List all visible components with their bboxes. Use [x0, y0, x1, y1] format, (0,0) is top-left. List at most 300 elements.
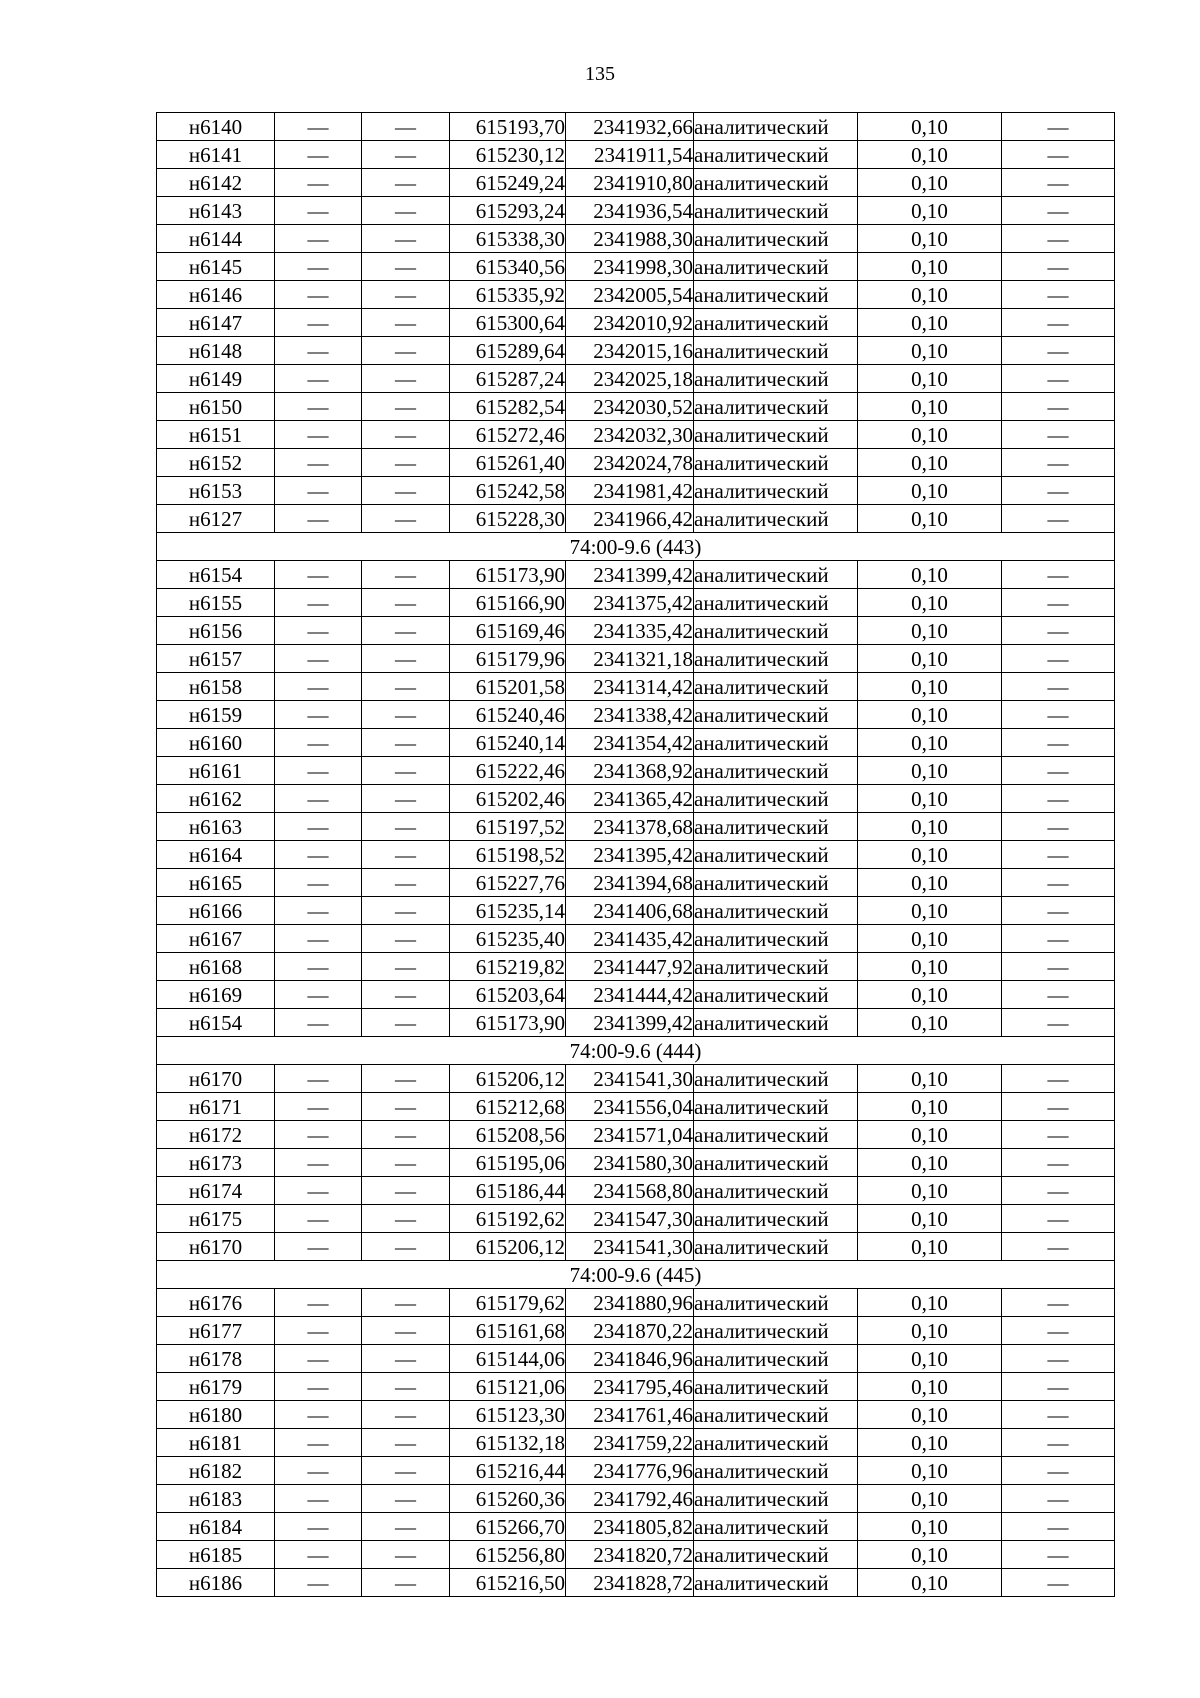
- point-name-cell: н6147: [157, 309, 275, 337]
- empty-dash-cell: —: [362, 505, 450, 533]
- point-name-cell: н6184: [157, 1513, 275, 1541]
- empty-dash-cell: —: [362, 1485, 450, 1513]
- empty-dash-cell: —: [1002, 421, 1115, 449]
- empty-dash-cell: —: [275, 421, 362, 449]
- coordinate-y-cell: 2341828,72: [566, 1569, 694, 1597]
- method-cell: аналитический: [694, 785, 858, 813]
- accuracy-cell: 0,10: [858, 1289, 1002, 1317]
- coordinate-x-cell: 615287,24: [450, 365, 566, 393]
- method-cell: аналитический: [694, 225, 858, 253]
- coordinate-y-cell: 2341846,96: [566, 1345, 694, 1373]
- method-cell: аналитический: [694, 1177, 858, 1205]
- empty-dash-cell: —: [1002, 1541, 1115, 1569]
- coordinate-x-cell: 615242,58: [450, 477, 566, 505]
- accuracy-cell: 0,10: [858, 617, 1002, 645]
- method-cell: аналитический: [694, 729, 858, 757]
- empty-dash-cell: —: [1002, 477, 1115, 505]
- method-cell: аналитический: [694, 617, 858, 645]
- method-cell: аналитический: [694, 449, 858, 477]
- empty-dash-cell: —: [1002, 225, 1115, 253]
- method-cell: аналитический: [694, 589, 858, 617]
- coordinate-y-cell: 2342015,16: [566, 337, 694, 365]
- coordinate-y-cell: 2341966,42: [566, 505, 694, 533]
- coordinate-y-cell: 2341880,96: [566, 1289, 694, 1317]
- method-cell: аналитический: [694, 757, 858, 785]
- empty-dash-cell: —: [275, 1485, 362, 1513]
- coordinate-x-cell: 615206,12: [450, 1233, 566, 1261]
- coordinate-x-cell: 615240,14: [450, 729, 566, 757]
- empty-dash-cell: —: [275, 1177, 362, 1205]
- empty-dash-cell: —: [362, 925, 450, 953]
- point-name-cell: н6162: [157, 785, 275, 813]
- accuracy-cell: 0,10: [858, 393, 1002, 421]
- table-row: [157, 1513, 1115, 1541]
- coordinate-x-cell: 615216,44: [450, 1457, 566, 1485]
- empty-dash-cell: —: [275, 561, 362, 589]
- coordinate-x-cell: 615282,54: [450, 393, 566, 421]
- accuracy-cell: 0,10: [858, 589, 1002, 617]
- empty-dash-cell: —: [1002, 589, 1115, 617]
- table-row: [157, 1345, 1115, 1373]
- accuracy-cell: 0,10: [858, 1009, 1002, 1037]
- accuracy-cell: 0,10: [858, 841, 1002, 869]
- method-cell: аналитический: [694, 1009, 858, 1037]
- coordinate-x-cell: 615300,64: [450, 309, 566, 337]
- table-row: [157, 1289, 1115, 1317]
- point-name-cell: н6163: [157, 813, 275, 841]
- coordinate-y-cell: 2341761,46: [566, 1401, 694, 1429]
- coordinate-y-cell: 2341932,66: [566, 113, 694, 141]
- coordinate-y-cell: 2341541,30: [566, 1233, 694, 1261]
- table-row: [157, 1429, 1115, 1457]
- empty-dash-cell: —: [275, 925, 362, 953]
- empty-dash-cell: —: [362, 841, 450, 869]
- accuracy-cell: 0,10: [858, 729, 1002, 757]
- accuracy-cell: 0,10: [858, 1121, 1002, 1149]
- table-row: [157, 505, 1115, 533]
- point-name-cell: н6183: [157, 1485, 275, 1513]
- point-name-cell: н6150: [157, 393, 275, 421]
- accuracy-cell: 0,10: [858, 1457, 1002, 1485]
- empty-dash-cell: —: [275, 589, 362, 617]
- accuracy-cell: 0,10: [858, 449, 1002, 477]
- table-row: [157, 253, 1115, 281]
- coordinate-y-cell: 2341378,68: [566, 813, 694, 841]
- method-cell: аналитический: [694, 1401, 858, 1429]
- empty-dash-cell: —: [275, 1457, 362, 1485]
- coordinate-x-cell: 615197,52: [450, 813, 566, 841]
- coordinate-x-cell: 615179,62: [450, 1289, 566, 1317]
- coordinate-x-cell: 615261,40: [450, 449, 566, 477]
- coordinate-x-cell: 615202,46: [450, 785, 566, 813]
- empty-dash-cell: —: [1002, 505, 1115, 533]
- table-row: [157, 757, 1115, 785]
- empty-dash-cell: —: [275, 505, 362, 533]
- coordinate-x-cell: 615169,46: [450, 617, 566, 645]
- point-name-cell: н6181: [157, 1429, 275, 1457]
- coordinate-y-cell: 2341541,30: [566, 1065, 694, 1093]
- empty-dash-cell: —: [362, 169, 450, 197]
- coordinate-x-cell: 615266,70: [450, 1513, 566, 1541]
- empty-dash-cell: —: [1002, 1401, 1115, 1429]
- method-cell: аналитический: [694, 1093, 858, 1121]
- coordinate-x-cell: 615289,64: [450, 337, 566, 365]
- table-row: [157, 645, 1115, 673]
- method-cell: аналитический: [694, 981, 858, 1009]
- coordinate-y-cell: 2341981,42: [566, 477, 694, 505]
- coordinate-x-cell: 615121,06: [450, 1373, 566, 1401]
- point-name-cell: н6148: [157, 337, 275, 365]
- empty-dash-cell: —: [362, 1401, 450, 1429]
- method-cell: аналитический: [694, 365, 858, 393]
- accuracy-cell: 0,10: [858, 421, 1002, 449]
- empty-dash-cell: —: [275, 617, 362, 645]
- empty-dash-cell: —: [275, 225, 362, 253]
- empty-dash-cell: —: [1002, 981, 1115, 1009]
- coordinate-x-cell: 615230,12: [450, 141, 566, 169]
- empty-dash-cell: —: [362, 141, 450, 169]
- empty-dash-cell: —: [275, 1373, 362, 1401]
- empty-dash-cell: —: [362, 617, 450, 645]
- coordinate-x-cell: 615186,44: [450, 1177, 566, 1205]
- point-name-cell: н6176: [157, 1289, 275, 1317]
- table-row: [157, 1177, 1115, 1205]
- point-name-cell: н6166: [157, 897, 275, 925]
- table-row: [157, 169, 1115, 197]
- coordinate-y-cell: 2341335,42: [566, 617, 694, 645]
- parcel-section-title: 74:00-9.6 (444): [157, 1037, 1115, 1065]
- table-row: [157, 1485, 1115, 1513]
- coordinate-x-cell: 615216,50: [450, 1569, 566, 1597]
- table-row: [157, 337, 1115, 365]
- method-cell: аналитический: [694, 393, 858, 421]
- method-cell: аналитический: [694, 561, 858, 589]
- empty-dash-cell: —: [275, 757, 362, 785]
- table-row: [157, 197, 1115, 225]
- method-cell: аналитический: [694, 1205, 858, 1233]
- empty-dash-cell: —: [275, 393, 362, 421]
- table-row: [157, 1401, 1115, 1429]
- accuracy-cell: 0,10: [858, 925, 1002, 953]
- coordinate-y-cell: 2341820,72: [566, 1541, 694, 1569]
- empty-dash-cell: —: [275, 869, 362, 897]
- empty-dash-cell: —: [1002, 1289, 1115, 1317]
- empty-dash-cell: —: [275, 981, 362, 1009]
- empty-dash-cell: —: [275, 1093, 362, 1121]
- empty-dash-cell: —: [1002, 757, 1115, 785]
- method-cell: аналитический: [694, 1541, 858, 1569]
- accuracy-cell: 0,10: [858, 1177, 1002, 1205]
- accuracy-cell: 0,10: [858, 169, 1002, 197]
- coordinate-x-cell: 615198,52: [450, 841, 566, 869]
- empty-dash-cell: —: [275, 813, 362, 841]
- point-name-cell: н6174: [157, 1177, 275, 1205]
- empty-dash-cell: —: [1002, 393, 1115, 421]
- accuracy-cell: 0,10: [858, 757, 1002, 785]
- point-name-cell: н6175: [157, 1205, 275, 1233]
- empty-dash-cell: —: [362, 1289, 450, 1317]
- empty-dash-cell: —: [275, 953, 362, 981]
- table-row: [157, 309, 1115, 337]
- empty-dash-cell: —: [1002, 309, 1115, 337]
- empty-dash-cell: —: [1002, 1205, 1115, 1233]
- empty-dash-cell: —: [362, 421, 450, 449]
- coordinate-y-cell: 2341556,04: [566, 1093, 694, 1121]
- table-row: [157, 365, 1115, 393]
- empty-dash-cell: —: [275, 1513, 362, 1541]
- method-cell: аналитический: [694, 281, 858, 309]
- coordinate-x-cell: 615340,56: [450, 253, 566, 281]
- empty-dash-cell: —: [1002, 1009, 1115, 1037]
- accuracy-cell: 0,10: [858, 309, 1002, 337]
- empty-dash-cell: —: [275, 785, 362, 813]
- empty-dash-cell: —: [362, 1345, 450, 1373]
- empty-dash-cell: —: [275, 365, 362, 393]
- coordinate-x-cell: 615335,92: [450, 281, 566, 309]
- coordinate-y-cell: 2341399,42: [566, 1009, 694, 1037]
- table-row: [157, 393, 1115, 421]
- accuracy-cell: 0,10: [858, 1541, 1002, 1569]
- coordinate-y-cell: 2342010,92: [566, 309, 694, 337]
- accuracy-cell: 0,10: [858, 645, 1002, 673]
- point-name-cell: н6168: [157, 953, 275, 981]
- accuracy-cell: 0,10: [858, 1373, 1002, 1401]
- empty-dash-cell: —: [362, 1065, 450, 1093]
- method-cell: аналитический: [694, 673, 858, 701]
- empty-dash-cell: —: [1002, 897, 1115, 925]
- empty-dash-cell: —: [275, 673, 362, 701]
- empty-dash-cell: —: [362, 1177, 450, 1205]
- coordinate-y-cell: 2342032,30: [566, 421, 694, 449]
- empty-dash-cell: —: [362, 561, 450, 589]
- method-cell: аналитический: [694, 421, 858, 449]
- accuracy-cell: 0,10: [858, 813, 1002, 841]
- table-row: [157, 449, 1115, 477]
- empty-dash-cell: —: [275, 197, 362, 225]
- section-header-row: [157, 1261, 1115, 1289]
- coordinate-y-cell: 2341910,80: [566, 169, 694, 197]
- table-row: [157, 925, 1115, 953]
- empty-dash-cell: —: [1002, 701, 1115, 729]
- method-cell: аналитический: [694, 141, 858, 169]
- coordinate-x-cell: 615256,80: [450, 1541, 566, 1569]
- empty-dash-cell: —: [362, 1513, 450, 1541]
- method-cell: аналитический: [694, 841, 858, 869]
- empty-dash-cell: —: [1002, 197, 1115, 225]
- coordinate-x-cell: 615222,46: [450, 757, 566, 785]
- coordinate-x-cell: 615173,90: [450, 1009, 566, 1037]
- empty-dash-cell: —: [1002, 673, 1115, 701]
- coordinate-y-cell: 2341399,42: [566, 561, 694, 589]
- empty-dash-cell: —: [1002, 1345, 1115, 1373]
- method-cell: аналитический: [694, 253, 858, 281]
- coordinate-x-cell: 615193,70: [450, 113, 566, 141]
- method-cell: аналитический: [694, 1233, 858, 1261]
- method-cell: аналитический: [694, 897, 858, 925]
- coordinate-y-cell: 2341395,42: [566, 841, 694, 869]
- empty-dash-cell: —: [275, 113, 362, 141]
- point-name-cell: н6144: [157, 225, 275, 253]
- accuracy-cell: 0,10: [858, 1093, 1002, 1121]
- point-name-cell: н6186: [157, 1569, 275, 1597]
- empty-dash-cell: —: [1002, 141, 1115, 169]
- table-row: [157, 841, 1115, 869]
- point-name-cell: н6160: [157, 729, 275, 757]
- empty-dash-cell: —: [1002, 841, 1115, 869]
- coordinate-x-cell: 615132,18: [450, 1429, 566, 1457]
- empty-dash-cell: —: [362, 785, 450, 813]
- table-row: [157, 1373, 1115, 1401]
- table-row: [157, 869, 1115, 897]
- method-cell: аналитический: [694, 1457, 858, 1485]
- accuracy-cell: 0,10: [858, 1317, 1002, 1345]
- coordinate-x-cell: 615208,56: [450, 1121, 566, 1149]
- coordinate-y-cell: 2342024,78: [566, 449, 694, 477]
- method-cell: аналитический: [694, 645, 858, 673]
- empty-dash-cell: —: [275, 1065, 362, 1093]
- coordinate-y-cell: 2342025,18: [566, 365, 694, 393]
- accuracy-cell: 0,10: [858, 477, 1002, 505]
- accuracy-cell: 0,10: [858, 785, 1002, 813]
- accuracy-cell: 0,10: [858, 1345, 1002, 1373]
- empty-dash-cell: —: [362, 253, 450, 281]
- table-row: [157, 421, 1115, 449]
- table-row: [157, 1569, 1115, 1597]
- empty-dash-cell: —: [275, 281, 362, 309]
- coordinate-y-cell: 2341998,30: [566, 253, 694, 281]
- coordinate-y-cell: 2341375,42: [566, 589, 694, 617]
- accuracy-cell: 0,10: [858, 1233, 1002, 1261]
- empty-dash-cell: —: [362, 1373, 450, 1401]
- coordinate-x-cell: 615161,68: [450, 1317, 566, 1345]
- empty-dash-cell: —: [1002, 1065, 1115, 1093]
- empty-dash-cell: —: [275, 309, 362, 337]
- empty-dash-cell: —: [362, 393, 450, 421]
- point-name-cell: н6158: [157, 673, 275, 701]
- empty-dash-cell: —: [362, 757, 450, 785]
- coordinate-x-cell: 615219,82: [450, 953, 566, 981]
- table-row: [157, 113, 1115, 141]
- point-name-cell: н6180: [157, 1401, 275, 1429]
- empty-dash-cell: —: [1002, 785, 1115, 813]
- point-name-cell: н6140: [157, 113, 275, 141]
- point-name-cell: н6142: [157, 169, 275, 197]
- coordinate-x-cell: 615195,06: [450, 1149, 566, 1177]
- accuracy-cell: 0,10: [858, 1485, 1002, 1513]
- method-cell: аналитический: [694, 197, 858, 225]
- coordinate-y-cell: 2341314,42: [566, 673, 694, 701]
- coordinate-y-cell: 2341444,42: [566, 981, 694, 1009]
- point-name-cell: н6185: [157, 1541, 275, 1569]
- empty-dash-cell: —: [1002, 113, 1115, 141]
- coordinate-x-cell: 615227,76: [450, 869, 566, 897]
- point-name-cell: н6171: [157, 1093, 275, 1121]
- empty-dash-cell: —: [362, 1429, 450, 1457]
- empty-dash-cell: —: [1002, 1317, 1115, 1345]
- point-name-cell: н6178: [157, 1345, 275, 1373]
- point-name-cell: н6145: [157, 253, 275, 281]
- method-cell: аналитический: [694, 1317, 858, 1345]
- parcel-section-title: 74:00-9.6 (443): [157, 533, 1115, 561]
- table-row: [157, 1233, 1115, 1261]
- table-body: [157, 113, 1115, 1597]
- coordinate-x-cell: 615201,58: [450, 673, 566, 701]
- method-cell: аналитический: [694, 169, 858, 197]
- coordinate-x-cell: 615235,40: [450, 925, 566, 953]
- empty-dash-cell: —: [1002, 449, 1115, 477]
- method-cell: аналитический: [694, 813, 858, 841]
- coordinate-y-cell: 2341805,82: [566, 1513, 694, 1541]
- coordinate-x-cell: 615260,36: [450, 1485, 566, 1513]
- method-cell: аналитический: [694, 309, 858, 337]
- empty-dash-cell: —: [362, 869, 450, 897]
- empty-dash-cell: —: [362, 1093, 450, 1121]
- point-name-cell: н6154: [157, 561, 275, 589]
- empty-dash-cell: —: [275, 1569, 362, 1597]
- coordinate-x-cell: 615173,90: [450, 561, 566, 589]
- accuracy-cell: 0,10: [858, 701, 1002, 729]
- empty-dash-cell: —: [1002, 1149, 1115, 1177]
- method-cell: аналитический: [694, 505, 858, 533]
- coordinate-y-cell: 2341988,30: [566, 225, 694, 253]
- coordinate-y-cell: 2341447,92: [566, 953, 694, 981]
- point-name-cell: н6177: [157, 1317, 275, 1345]
- accuracy-cell: 0,10: [858, 1065, 1002, 1093]
- point-name-cell: н6154: [157, 1009, 275, 1037]
- empty-dash-cell: —: [275, 645, 362, 673]
- accuracy-cell: 0,10: [858, 365, 1002, 393]
- coordinate-y-cell: 2341547,30: [566, 1205, 694, 1233]
- point-name-cell: н6165: [157, 869, 275, 897]
- empty-dash-cell: —: [1002, 169, 1115, 197]
- empty-dash-cell: —: [275, 1289, 362, 1317]
- coordinate-y-cell: 2341870,22: [566, 1317, 694, 1345]
- point-name-cell: н6173: [157, 1149, 275, 1177]
- table-row: [157, 673, 1115, 701]
- coordinate-y-cell: 2341568,80: [566, 1177, 694, 1205]
- table-row: [157, 813, 1115, 841]
- empty-dash-cell: —: [275, 449, 362, 477]
- empty-dash-cell: —: [362, 1457, 450, 1485]
- page-number: 135: [585, 63, 615, 85]
- coordinate-x-cell: 615212,68: [450, 1093, 566, 1121]
- coordinate-y-cell: 2341759,22: [566, 1429, 694, 1457]
- coordinate-y-cell: 2341792,46: [566, 1485, 694, 1513]
- empty-dash-cell: —: [362, 589, 450, 617]
- empty-dash-cell: —: [362, 729, 450, 757]
- table-row: [157, 1317, 1115, 1345]
- empty-dash-cell: —: [275, 337, 362, 365]
- section-header-row: [157, 1037, 1115, 1065]
- accuracy-cell: 0,10: [858, 673, 1002, 701]
- point-name-cell: н6170: [157, 1233, 275, 1261]
- coordinate-y-cell: 2341435,42: [566, 925, 694, 953]
- empty-dash-cell: —: [275, 1345, 362, 1373]
- empty-dash-cell: —: [362, 225, 450, 253]
- empty-dash-cell: —: [362, 337, 450, 365]
- method-cell: аналитический: [694, 953, 858, 981]
- point-name-cell: н6167: [157, 925, 275, 953]
- point-name-cell: н6146: [157, 281, 275, 309]
- empty-dash-cell: —: [362, 1009, 450, 1037]
- point-name-cell: н6141: [157, 141, 275, 169]
- table-row: [157, 785, 1115, 813]
- empty-dash-cell: —: [362, 953, 450, 981]
- coordinate-y-cell: 2341406,68: [566, 897, 694, 925]
- table-row: [157, 589, 1115, 617]
- empty-dash-cell: —: [275, 1205, 362, 1233]
- table-row: [157, 981, 1115, 1009]
